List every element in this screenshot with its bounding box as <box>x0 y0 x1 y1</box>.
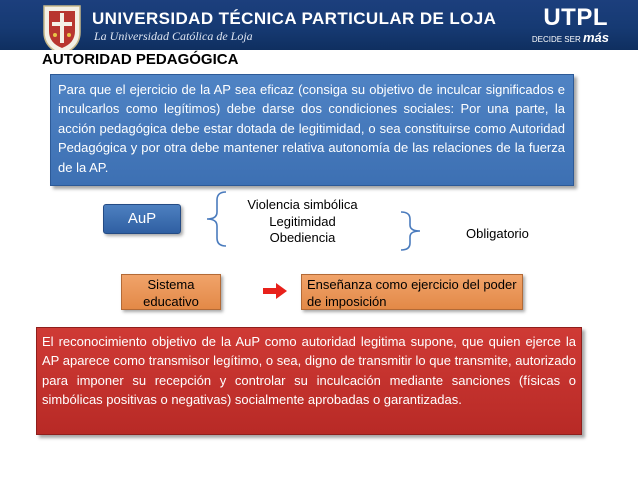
sistema-educativo-box: Sistema educativo <box>121 274 221 310</box>
attribute-legitimidad: Legitimidad <box>269 213 336 229</box>
header-banner <box>0 0 638 50</box>
intro-text-box: Para que el ejercicio de la AP sea eficaz (consiga su objetivo de inculcar significados e inculcarlos como legítimos) debe darse dos condiciones sociales: Por una parte, la acción pedagógica debe estar dotada de legitimidad, o sea constituirse como Autoridad Pedagógica y por otra debe mantener relativa autonomía de las relaciones de la fuerza de la AP. <box>50 74 574 186</box>
ensenanza-box: Enseñanza como ejercicio del poder de imposición <box>301 274 523 310</box>
right-brace <box>400 210 422 252</box>
slide-title: AUTORIDAD PEDAGÓGICA <box>42 51 239 68</box>
attribute-list <box>245 197 360 247</box>
university-crest-icon <box>40 2 84 50</box>
utpl-logo-text: UTPL <box>543 4 608 31</box>
attribute-violencia: Violencia simbólica <box>247 197 358 212</box>
university-name: UNIVERSIDAD TÉCNICA PARTICULAR DE LOJA <box>92 9 497 28</box>
left-brace <box>205 190 227 248</box>
attribute-obediencia: Obediencia <box>269 230 336 245</box>
aup-box: AuP <box>103 204 181 234</box>
university-subtitle: La Universidad Católica de Loja <box>94 29 253 43</box>
right-arrow-icon <box>263 283 287 299</box>
utpl-tagline: DECIDE SER más <box>531 30 609 45</box>
conclusion-text-box: El reconocimiento objetivo de la AuP como autoridad legitima supone, que quien ejerce la AP aparece como transmisor legítimo, o sea, digno de transmitir lo que transmite, autorizado para imponer su recepción y controlar su inculcación mediante sanciones (físicas o simbólicas positivas o negativas) socialmente aprobadas o garantizadas. <box>36 327 582 435</box>
obligatorio-label: Obligatorio <box>466 226 529 241</box>
